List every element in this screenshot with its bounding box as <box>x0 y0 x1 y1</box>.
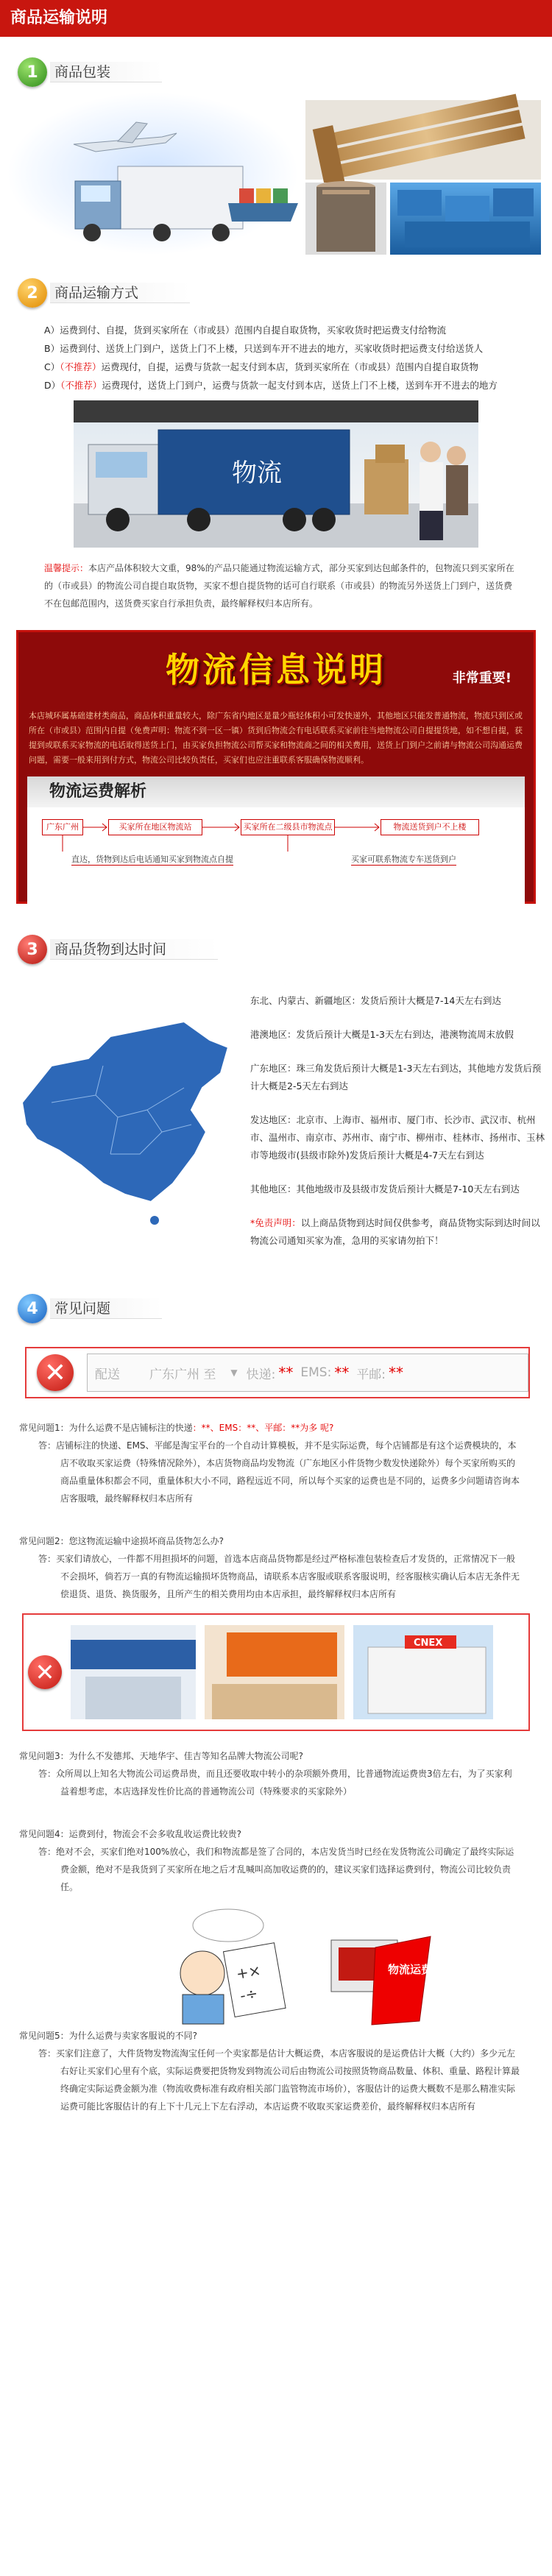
section-shipping-methods <box>7 272 545 904</box>
question-extra: ：**、EMS：**、平邮：**为多 呢? <box>192 1423 334 1433</box>
question-text: 常见问题4：运费到付，物流会不会多收乱收运费比较贵? <box>19 1829 242 1839</box>
flow-step-1: 买家所在地区物流站 <box>108 819 202 835</box>
list-item <box>250 1181 545 1198</box>
faq-answer-1: 答：店铺标注的快递、EMS、平邮是淘宝平台的一个自动计算模板，并不是实际运费，每个店铺都是有这个运费模块的，本店不收取买家运费（特殊情况除外），本店货物商品均发物流（广东地区小件货物少数发快递除外）每个买家所购买的商品重量体积都会不同，重量体积大小不同，路程远近不同，所以每个买家的运费也是不同的，运费多少问题请咨询本店客服哦，最终解释权归本店所有 <box>38 1440 520 1504</box>
item-text: 运费现付，自提，运费与货款一起支付到本店，货到买家所在（市或县）范围内自提自取货物 <box>101 361 479 372</box>
arrival-map-area <box>7 970 545 1279</box>
express-label: 快递: <box>246 1367 276 1382</box>
section-title: 商品货物到达时间 <box>50 939 218 960</box>
item-tag: （不推荐） <box>60 380 102 391</box>
region-label: 东北、内蒙古、新疆地区： <box>250 995 361 1006</box>
list-item <box>250 1060 545 1095</box>
item-letter: B） <box>44 343 60 354</box>
express-value: ** <box>278 1364 294 1381</box>
faq-question-4 <box>19 1825 520 1843</box>
region-label: 其他地区： <box>250 1183 297 1195</box>
faq-list <box>7 1419 545 1603</box>
city-text: 广东广州 至 <box>149 1367 216 1382</box>
list-item <box>44 339 515 358</box>
section-number-badge: 3 <box>18 935 47 964</box>
container-truck-icon <box>74 400 478 548</box>
logistics-reception-image <box>205 1625 344 1719</box>
region-time: 珠三角发货后预计大概是1-3天左右到达，其他地方发货后预计大概是2-5天左右到达 <box>250 1063 542 1091</box>
logistics-building-image <box>353 1625 493 1719</box>
tip-text: 本店产品体积较大文重，98%的产品只能通过物流运输方式，部分买家到达包邮条件的，包物流只到买家所在的（市或县）的物流公司自提自取货物，买家不想自提货物的话可自行联系（市或县）的物流另外送货上门到户，送货费不在包邮范围内，送货费买家自行承担负责，最终解释权归本店所有。 <box>44 563 514 609</box>
arrival-time-list <box>250 992 545 1250</box>
section-number-badge: 4 <box>18 1294 47 1323</box>
packaging-illustration <box>7 93 545 255</box>
list-item <box>44 376 515 394</box>
faq-question-3 <box>19 1747 520 1765</box>
warm-tip <box>7 548 545 612</box>
logistics-info-panel <box>16 630 536 904</box>
list-item <box>44 358 515 376</box>
region-label: 广东地区： <box>250 1063 297 1074</box>
item-letter: A） <box>44 325 60 336</box>
item-text: 运费到付、自提，货到买家所在（市或县）范围内自提自取货物，买家收货时把运费支付给物流 <box>60 325 447 336</box>
packaging-images <box>7 93 545 255</box>
flow-step-3: 物流送货到户不上楼 <box>381 819 479 835</box>
faq-answer-5: 答：买家们注意了，大件货物发物流淘宝任何一个卖家都是估计大概运费，本店客服说的是运费估计大概（大约）多少元左右好让买家们心里有个底，实际运费要把货物发到物流公司后由物流公司按照货物商品数量、体积、重量、路程计算最终确定实际运费金额为准（物流收费标准有政府相关部门监管物流市场价），客服估计的运费大概数不是那么精准实际运费可能比客服估计的有上下十几元上下左右浮动，本店运费不收取买家运费差价，最终解释权归本店所有 <box>38 2048 520 2112</box>
item-text: 运费到付、送货上门到户，送货上门不上楼，只送到车开不进去的地方，买家收货时把运费支付给送货人 <box>60 343 484 354</box>
faq-question-5 <box>19 2027 520 2045</box>
logistics-title-bar <box>18 632 534 703</box>
question-text: 常见问题2：您这物流运输中途损坏商品货物怎么办? <box>19 1536 224 1546</box>
region-label: 发达地区： <box>250 1114 297 1125</box>
page-banner <box>0 0 552 37</box>
section-number-badge: 1 <box>18 57 47 87</box>
chevron-down-icon: ▼ <box>230 1367 238 1378</box>
logistics-truck-image <box>74 400 478 548</box>
faq-question-1 <box>19 1419 520 1437</box>
list-item <box>250 1111 545 1164</box>
section-number-badge: 2 <box>18 278 47 308</box>
flow-step-2: 买家所在二级县市物流点 <box>241 819 335 835</box>
section-header <box>7 1288 545 1329</box>
question-text: 常见问题5：为什么运费与卖家客服说的不同? <box>19 2031 198 2041</box>
post-value: ** <box>389 1364 404 1381</box>
logistics-office-image <box>71 1625 196 1719</box>
region-label: 港澳地区： <box>250 1029 297 1040</box>
calculation-cartoon <box>7 1896 545 2025</box>
faq-list-final <box>7 2027 545 2115</box>
close-icon: ✕ <box>28 1655 62 1689</box>
section-header <box>7 929 545 970</box>
flow-start: 广东广州 <box>42 819 83 835</box>
rolled-material-image <box>305 181 386 255</box>
freight-subtitle: 物流运费解析 <box>27 776 525 807</box>
shipping-template-field <box>87 1354 528 1392</box>
blue-wrapped-goods-image <box>390 183 541 255</box>
section-title: 常见问题 <box>50 1298 162 1319</box>
faq-answer-3: 答：众所周以上知名大物流公司运费昂贵，而且还要收取中转小的杂项额外费用，比普通物流运费贵3倍左右，为了买家利益着想考虑，本店选择发性价比高的普通物流公司（特殊要求的买家除外） <box>38 1769 512 1797</box>
building-sign: CNEX <box>414 1638 443 1649</box>
tip-label: 温馨提示： <box>44 563 89 573</box>
region-time: 发货后预计大概是1-3天左右到达，港澳物流周末放假 <box>296 1029 514 1040</box>
region-time: 北京市、上海市、福州市、厦门市、长沙市、武汉市、杭州市、温州市、南京市、苏州市、南宁市、柳州市、桂林市、扬州市、玉林市等地级市(县级市除外)发货后预计大概是4-7天左右到达 <box>250 1114 545 1161</box>
question-text: 常见问题1：为什么运费不是店铺标注的快递 <box>19 1423 193 1433</box>
ems-value: ** <box>334 1364 350 1381</box>
item-letter: D） <box>44 380 61 391</box>
banner-title: 商品运输说明 <box>10 9 108 27</box>
wooden-boards-image <box>305 93 541 188</box>
post-label: 平邮: <box>356 1367 386 1382</box>
truck-caption: 物流 <box>232 459 282 488</box>
cartoon-sign: 物流运费 <box>388 1963 433 1976</box>
faq-list-continued <box>7 1747 545 1896</box>
region-time: 发货后预计大概是7-14天左右到达 <box>361 995 501 1006</box>
faq-question-2 <box>19 1532 520 1550</box>
logistics-intro: 本店城环属基础建材类商品，商品体积重量较大，除广东省内地区是量少瓶轻体积小可发快递外，其他地区只能发普通物流，物流只到区或所在（市或县）范围内自提（免费声明：物流不到一区一镇）货到后物流会有电话联系买家前往当地物流公司自提提货地，如不想自提，获提到或联系买家物流的电话取得送货上门，由买家负担物流公司帮买家和物流商之间的相关费用，送货上门到户之前请与物流公司沟通运费问题，需要一般来用到付方式，物流公司比较负责任，买家们也应注重联系客服确保物流顺利。 <box>29 711 523 765</box>
disclaimer <box>250 1214 545 1250</box>
svg-text:+×: +× <box>234 1961 263 1984</box>
shipping-options-list <box>7 314 545 394</box>
flow-note-2: 买家可联系物流专车送货到户 <box>351 854 456 864</box>
list-item <box>250 1026 545 1044</box>
cartoon-calculator-icon <box>7 1896 545 2025</box>
section-packaging <box>7 52 545 255</box>
region-time: 其他地级市及县级市发货后预计大概是7-10天左右到达 <box>296 1183 520 1195</box>
section-arrival-time <box>7 929 545 1279</box>
section-header <box>7 52 545 93</box>
item-letter: C） <box>44 361 60 372</box>
section-header <box>7 272 545 314</box>
disclaimer-text: 以上商品货物到达时间仅供参考，商品货物实际到达时间以物流公司通知买家为准，急用的买家请勿拍下！ <box>250 1217 540 1246</box>
list-item <box>250 992 545 1010</box>
important-badge: 非常重要! <box>452 670 512 686</box>
section-faq <box>7 1288 545 2115</box>
logistics-title: 物流信息说明 <box>166 650 386 690</box>
faq-answer-4: 答：绝对不会，买家们绝对100%放心，我们和物流都是签了合同的，本店发货当时已经在发货物流公司确定了最终实际运费金额，绝对不是我货到了买家所在地之后才乱喊叫高加收运费的的，建议买家们选择运费到付，物流公司比较负责任。 <box>38 1847 514 1892</box>
svg-text:-÷: -÷ <box>238 1984 259 2005</box>
list-item <box>44 321 515 339</box>
disclaimer-label: *免责声明： <box>250 1217 301 1228</box>
section-title: 商品运输方式 <box>50 283 190 303</box>
china-map-icon <box>7 1007 243 1228</box>
hint-text: 配送 <box>95 1367 120 1382</box>
freight-analysis-box <box>27 776 525 925</box>
logistics-company-gallery <box>22 1613 530 1731</box>
close-icon: ✕ <box>37 1354 74 1391</box>
faq-answer-2: 答：买家们请放心，一件都不用担损坏的问题，首选本店商品货物都是经过严格标准包装检查后才发货的，正常情况下一般不会损坏，倘若万一真的有物流运输损坏货物商品，请联系本店客服或联系客服说明，经客服核实确认后本店无条件无偿退货、退货、换货服务，且所产生的相关费用均由本店承担，最终解释权归本店所有 <box>38 1554 520 1599</box>
question-text: 常见问题3：为什么不发德邦、天地华宇、佳吉等知名品牌大物流公司呢? <box>19 1751 304 1761</box>
ems-label: EMS: <box>300 1365 332 1380</box>
item-tag: （不推荐） <box>60 361 102 372</box>
shipping-template-demo <box>25 1347 530 1398</box>
section-title: 商品包装 <box>50 62 162 82</box>
item-text: 运费现付，送货上门到户，运费与货款一起支付到本店，送货上门不上楼，送到车开不进去的地方 <box>102 380 498 391</box>
flow-note-1: 直达，货物到达后电话通知买家到物流点自提 <box>71 854 233 864</box>
